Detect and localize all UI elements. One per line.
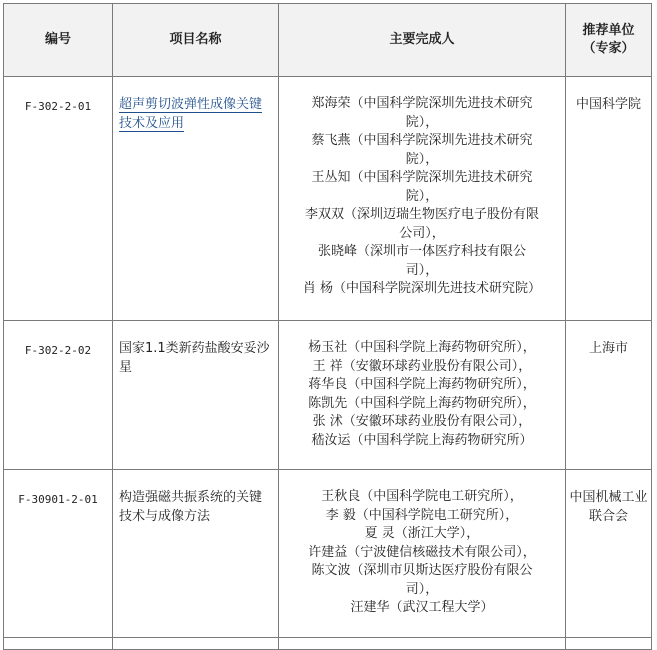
- header-main-contributors: 主要完成人: [279, 4, 566, 77]
- contributor-line: 蔡飞燕（中国科学院深圳先进技术研究: [311, 133, 533, 148]
- header-unit-line1: 推荐单位: [582, 22, 635, 38]
- contributors-cell: [279, 470, 566, 638]
- contributor-line: 蒋华良（中国科学院上海药物研究所），: [308, 377, 536, 392]
- contributor-line: 张晓峰（深圳市一体医疗科技有限公: [317, 244, 526, 259]
- contributor-line: 陈文波（深圳市贝斯达医疗股份有限公: [311, 563, 533, 578]
- project-id: F-302-2-01: [4, 77, 113, 321]
- table-row: [4, 321, 652, 470]
- contributor-line: 王丛知（中国科学院深圳先进技术研究: [311, 170, 533, 185]
- contributor-line: 李 毅（中国科学院电工研究所），: [325, 507, 519, 523]
- recommending-unit: 上海市: [566, 321, 652, 470]
- contributor-line: 郑海荣（中国科学院深圳先进技术研究: [311, 96, 533, 111]
- project-id: F-302-2-02: [4, 321, 113, 470]
- project-name-text: 超声剪切波弹性成像关键技术及应用: [119, 97, 263, 131]
- contributor-line: 司），: [405, 581, 439, 597]
- contributor-line: 李双双（深圳迈瑞生物医疗电子股份有限: [304, 207, 539, 222]
- contributor-line: 陈凯先（中国科学院上海药物研究所），: [308, 395, 536, 411]
- contributor-line: 杨玉社（中国科学院上海药物研究所），: [308, 340, 536, 355]
- contributor-line: 张 沭（安徽环球药业股份有限公司），: [312, 414, 532, 429]
- header-id: 编号: [4, 4, 113, 77]
- contributor-line: 院），: [405, 188, 439, 204]
- contributor-line: 嵇汝运（中国科学院上海药物研究所）: [311, 432, 533, 448]
- contributor-line: 夏 灵（浙江大学），: [364, 526, 480, 541]
- contributors-cell: [279, 77, 566, 321]
- contributor-line: 许建益（宁波健信核磁技术有限公司），: [308, 544, 536, 560]
- project-name: 国家1.1类新药盐酸安妥沙星: [113, 321, 279, 470]
- contributor-line: 王秋良（中国科学院电工研究所），: [321, 489, 523, 504]
- project-name-link[interactable]: [119, 97, 262, 132]
- award-table: [3, 3, 652, 650]
- contributor-line: 司），: [405, 262, 439, 278]
- contributors-cell: [279, 321, 566, 470]
- header-row: [4, 4, 652, 77]
- header-unit-line2: （专家）: [582, 41, 635, 56]
- recommending-unit: 中国科学院: [566, 77, 652, 321]
- table-row: [4, 77, 652, 321]
- recommending-unit: 中国机械工业联合会: [566, 470, 652, 638]
- contributor-line: 汪建华（武汉工程大学）: [350, 600, 494, 615]
- project-id: F-30901-2-01: [4, 470, 113, 638]
- project-name-cell[interactable]: [113, 77, 279, 321]
- contributor-line: 公司），: [399, 225, 445, 241]
- contributor-line: 肖 杨（中国科学院深圳先进技术研究院）: [302, 281, 542, 296]
- contributor-line: 院），: [405, 151, 439, 167]
- table-row: [4, 470, 652, 638]
- contributor-line: 院），: [405, 114, 439, 130]
- contributor-line: 王 祥（安徽环球药业股份有限公司），: [312, 358, 532, 374]
- header-recommending-unit: [566, 4, 652, 77]
- header-project-name: 项目名称: [113, 4, 279, 77]
- project-name: 构造强磁共振系统的关键技术与成像方法: [113, 470, 279, 638]
